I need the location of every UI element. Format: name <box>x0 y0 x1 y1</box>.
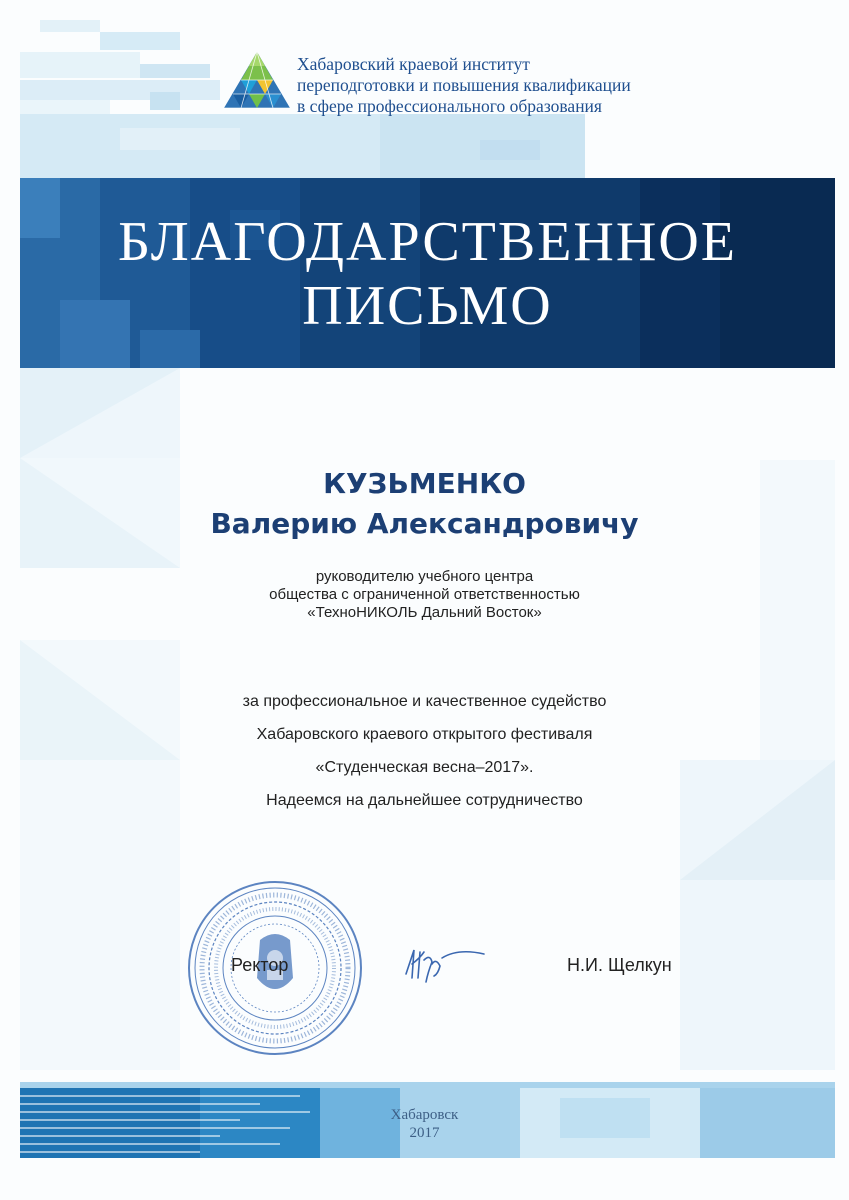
institute-logo-icon <box>222 50 292 110</box>
institute-name-line: переподготовки и повышения квалификации <box>297 75 631 95</box>
recipient-block <box>0 464 849 544</box>
recipient-name: Валерию Александровичу <box>210 507 639 540</box>
issue-year: 2017 <box>409 1125 440 1141</box>
gratitude-line: Хабаровского краевого открытого фестиваля <box>256 726 593 743</box>
gratitude-line: «Студенческая весна–2017». <box>315 759 534 776</box>
issue-place-date <box>0 1106 849 1142</box>
institute-name <box>297 54 717 117</box>
institute-name-line: в сфере профессионального образования <box>297 96 602 116</box>
handwritten-signature-icon <box>398 938 493 988</box>
gratitude-line: Надеемся на дальнейшее сотрудничество <box>266 792 583 809</box>
position-line: общества с ограниченной ответственностью <box>269 586 580 603</box>
gratitude-text <box>0 685 849 817</box>
recipient-position <box>0 568 849 622</box>
signatory-name: Н.И. Щелкун <box>567 955 672 975</box>
position-line: «ТехноНИКОЛЬ Дальний Восток» <box>307 604 542 621</box>
recipient-surname: КУЗЬМЕНКО <box>323 467 526 500</box>
signatory-role: Ректор <box>231 955 289 975</box>
document-title-line: БЛАГОДАРСТВЕННОЕ <box>118 211 737 273</box>
issue-city: Хабаровск <box>390 1107 459 1123</box>
document-title-line: ПИСЬМО <box>302 275 553 337</box>
document-title <box>20 210 835 338</box>
gratitude-line: за профессиональное и качественное судейство <box>242 693 607 710</box>
position-line: руководителю учебного центра <box>315 568 534 585</box>
institute-name-line: Хабаровский краевой институт <box>297 54 530 74</box>
